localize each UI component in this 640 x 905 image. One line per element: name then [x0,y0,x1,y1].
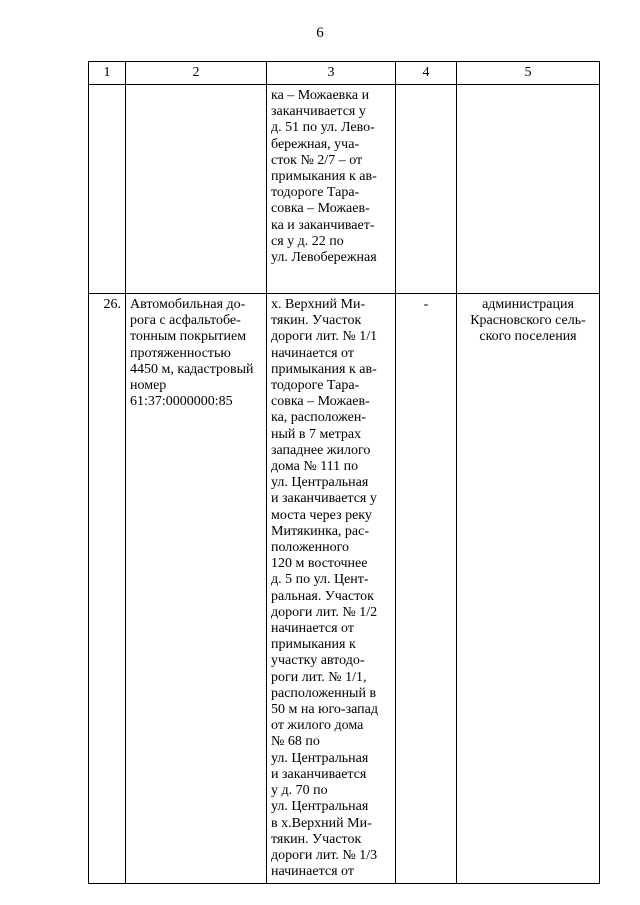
row26-location [267,294,396,884]
text-line: и заканчивается у [271,491,377,507]
text-line: сток № 2/7 – от [271,152,363,168]
text-line: дороги лит. № 1/2 [271,604,378,620]
text-line: в х.Верхний Ми- [271,815,372,831]
text-line: дороги лит. № 1/1 [271,329,378,345]
text-line: дома № 111 по [271,459,359,475]
row26-description [126,294,267,884]
text-line: протяженностью [130,345,231,361]
text-line: тодороге Тара- [271,185,360,201]
cont-col5 [457,85,600,294]
row26-col4: - [396,294,457,884]
text-line: совка – Можаев- [271,201,370,217]
header-cell-1: 1 [89,62,126,85]
text-line: ка, расположен- [271,410,367,426]
text-line: совка – Можаев- [271,394,370,410]
table-row-26 [89,294,600,884]
page-number: 6 [316,25,324,41]
text-line: ся у д. 22 по [271,233,344,249]
text-line: положенного [271,540,350,556]
table-row-continuation [89,85,600,294]
text-line: начинается от [271,621,354,637]
text-line: моста через реку [271,507,372,523]
text-line: ка и заканчивает- [271,217,375,233]
row26-number: 26. [89,294,126,884]
text-line: у д. 70 по [271,783,328,799]
text-line: ул. Центральная [271,475,369,491]
text-line: 120 м восточнее [271,556,368,572]
text-line: дороги лит. № 1/3 [271,847,378,863]
text-line: д. 5 по ул. Цент- [271,572,369,588]
text-line: примыкания к ав- [271,361,377,377]
text-line: бережная, уча- [271,136,360,152]
text-line: ный в 7 метрах [271,426,362,442]
text-line: тонным покрытием [130,329,247,345]
text-line: западнее жилого [271,442,371,458]
text-line: Красновского сель- [470,313,586,329]
text-line: начинается от [271,345,354,361]
header-cell-5: 5 [457,62,600,85]
text-line: ральная. Участок [271,588,374,604]
cont-col1 [89,85,126,294]
text-line: номер [130,378,167,394]
text-line: х. Верхний Ми- [271,297,366,312]
table-header-row [89,62,600,85]
text-line: роги лит. № 1/1, [271,669,367,685]
header-cell-4: 4 [396,62,457,85]
row26-owner [457,294,600,884]
text-line: участку автодо- [271,653,365,669]
text-line: ул. Центральная [271,750,369,766]
text-line: ул. Центральная [271,799,369,815]
text-line: начинается от [271,864,354,880]
text-line: тякин. Участок [271,313,362,329]
text-line: заканчивается у [271,104,366,120]
header-cell-3: 3 [267,62,396,85]
text-line: тякин. Участок [271,831,362,847]
text-line: примыкания к [271,637,356,653]
text-line: ул. Левобережная [271,250,377,266]
text-line: примыкания к ав- [271,169,377,185]
text-line: рога с асфальтобе- [130,313,241,329]
cont-col4 [396,85,457,294]
text-line: 4450 м, кадастровый [130,361,254,377]
road-register-table [88,61,600,884]
cont-col2 [126,85,267,294]
text-line: ского поселения [479,329,577,345]
text-line: администрация [482,297,574,312]
text-line: от жилого дома [271,718,364,734]
text-line: 50 м на юго-запад [271,702,378,718]
text-line: тодороге Тара- [271,378,360,394]
text-line: расположенный в [271,685,377,701]
text-line: Митякинка, рас- [271,523,369,539]
text-line: ка – Можаевка и [271,88,370,103]
text-line: 61:37:0000000:85 [130,394,233,410]
header-cell-2: 2 [126,62,267,85]
text-line: № 68 по [271,734,320,750]
text-line: Автомобильная до- [130,297,246,312]
text-line: д. 51 по ул. Лево- [271,120,375,136]
text-line: и заканчивается [271,766,367,782]
cont-col3-location [267,85,396,294]
